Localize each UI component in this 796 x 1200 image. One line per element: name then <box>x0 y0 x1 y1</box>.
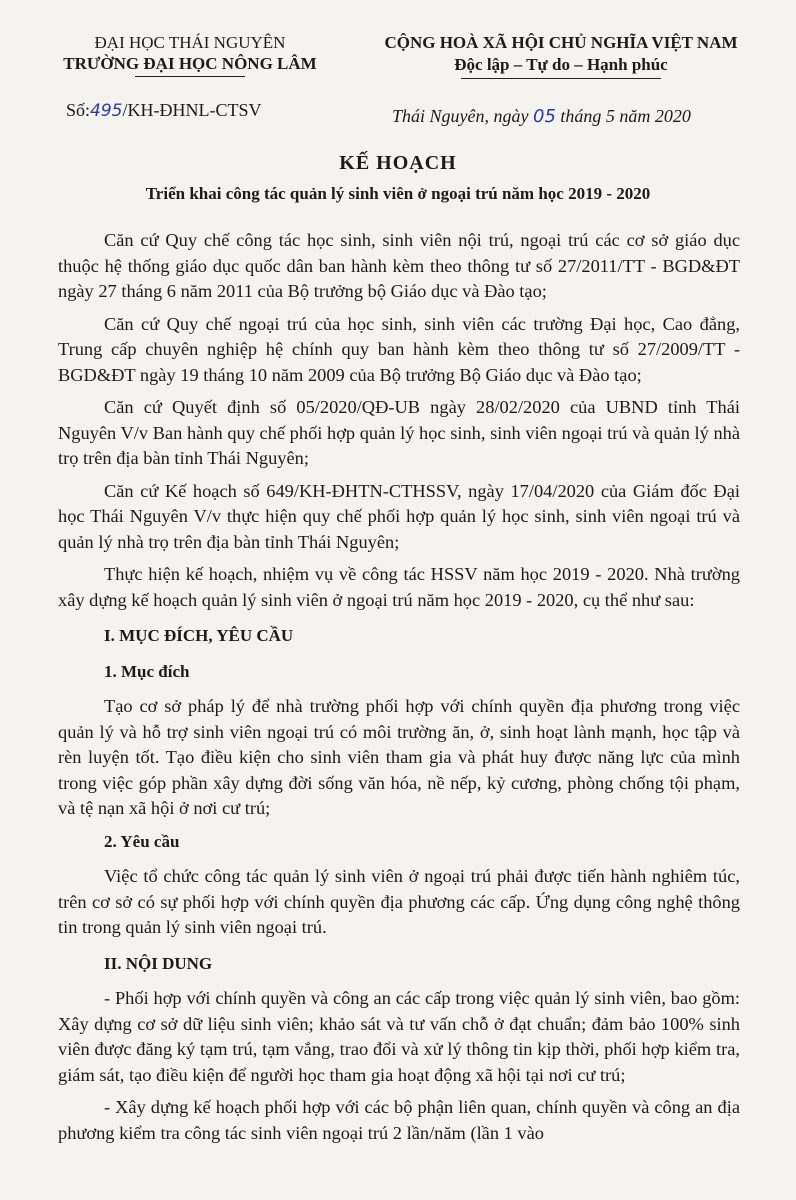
paragraph: Việc tổ chức công tác quản lý sinh viên ở ngoại trú phải được tiến hành nghiêm túc, trên cơ sở có sự phối hợp với chính quyền địa phương các cấp. Ứng dụng công nghệ thông tin trong quản lý sinh viên ngoại trú. <box>58 866 740 937</box>
paragraph: Căn cứ Kế hoạch số 649/KH-ĐHTN-CTHSSV, ngày 17/04/2020 của Giám đốc Đại học Thái Nguyên V/v thực hiện quy chế phối hợp quản lý học sinh, sinh viên ngoại trú và quản lý nhà trọ trên địa bàn tỉnh Thái Nguyên; <box>58 480 740 552</box>
paragraph: Tạo cơ sở pháp lý để nhà trường phối hợp với chính quyền địa phương trong việc quản lý và hỗ trợ sinh viên ngoại trú có môi trường ăn, ở, sinh hoạt lành mạnh, học tập và rèn luyện tốt. Tạo điều kiện cho sinh viên tham gia và phát huy được năng lực của mình trong việc góp phần xây dựng đời sống văn hóa, nề nếp, kỷ cương, phòng chống tội phạm, và tệ nạn xã hội ở nơi cư trú; <box>58 696 740 818</box>
paragraph: Căn cứ Quy chế công tác học sinh, sinh viên nội trú, ngoại trú các cơ sở giáo dục thuộc hệ thống giáo dục quốc dân ban hành kèm theo thông tư số 27/2011/TT - BGD&ĐT ngày 27 tháng 6 năm 2011 của Bộ trưởng bộ Giáo dục và Đào tạo; <box>58 230 740 301</box>
doc-number-prefix: Số: <box>66 100 91 120</box>
country-name: CỘNG HOÀ XÃ HỘI CHỦ NGHĨA VIỆT NAM <box>384 33 738 52</box>
document-title: KẾ HOẠCH <box>339 152 457 174</box>
header-underline <box>135 76 245 77</box>
paragraph: Căn cứ Quyết định số 05/2020/QĐ-UB ngày 28/02/2020 của UBND tỉnh Thái Nguyên V/v Ban hành quy chế phối hợp quản lý học sinh, sinh viên ngoại trú và quản lý nhà trọ trên địa bàn tỉnh Thái Nguyên; <box>58 397 740 468</box>
subsection-heading: 2. Yêu cầu <box>104 831 180 851</box>
paragraph: - Phối hợp với chính quyền và công an các cấp trong việc quản lý sinh viên, bao gồm: Xây dựng cơ sở dữ liệu sinh viên; khảo sát và tư vấn chỗ ở đạt chuẩn; đảm bảo 100% sinh viên được đăng ký tạm trú, tạm vắng, trao đổi và xử lý thông tin kịp thời, phối hợp kiểm tra, giám sát, tạo điều kiện để người học tham gia hoạt động xã hội tại nơi cư trú; <box>58 988 740 1085</box>
national-heading <box>356 32 766 79</box>
date-suffix: tháng 5 năm 2020 <box>560 106 691 126</box>
doc-number-suffix: /KH-ĐHNL-CTSV <box>122 100 262 120</box>
subsection-heading: 1. Mục đích <box>104 661 190 681</box>
date-prefix: Thái Nguyên, ngày <box>392 106 529 126</box>
issuer-block <box>40 32 340 77</box>
doc-number-handwritten: 495 <box>90 101 123 121</box>
document-subtitle: Triển khai công tác quản lý sinh viên ở ngoại trú năm học 2019 - 2020 <box>145 184 651 203</box>
paragraph: Căn cứ Quy chế ngoại trú của học sinh, sinh viên các trường Đại học, Cao đẳng, Trung cấp chuyên nghiệp hệ chính quy ban hành kèm theo thông tư số 27/2009/TT - BGD&ĐT ngày 19 tháng 10 năm 2009 của Bộ trưởng Bộ Giáo dục và Đào tạo; <box>58 313 740 385</box>
section-heading: II. NỘI DUNG <box>104 953 213 973</box>
date-day-handwritten: 05 <box>533 106 556 127</box>
document-number <box>66 100 261 121</box>
parent-organization: ĐẠI HỌC THÁI NGUYÊN <box>94 33 286 52</box>
motto-underline <box>461 78 661 79</box>
paragraph: - Xây dựng kế hoạch phối hợp với các bộ phận liên quan, chính quyền và công an địa phương kiểm tra công tác sinh viên ngoại trú 2 lần/năm (lần 1 vào <box>58 1097 740 1143</box>
document-body <box>58 228 740 1153</box>
section-heading: I. MỤC ĐÍCH, YÊU CẦU <box>104 626 294 645</box>
organization-name: TRƯỜNG ĐẠI HỌC NÔNG LÂM <box>63 54 317 73</box>
document-date <box>392 106 691 127</box>
paragraph: Thực hiện kế hoạch, nhiệm vụ về công tác HSSV năm học 2019 - 2020. Nhà trường xây dựng kế hoạch quản lý sinh viên ở ngoại trú năm học 2019 - 2020, cụ thể như sau: <box>58 564 740 610</box>
national-motto: Độc lập – Tự do – Hạnh phúc <box>454 55 668 74</box>
